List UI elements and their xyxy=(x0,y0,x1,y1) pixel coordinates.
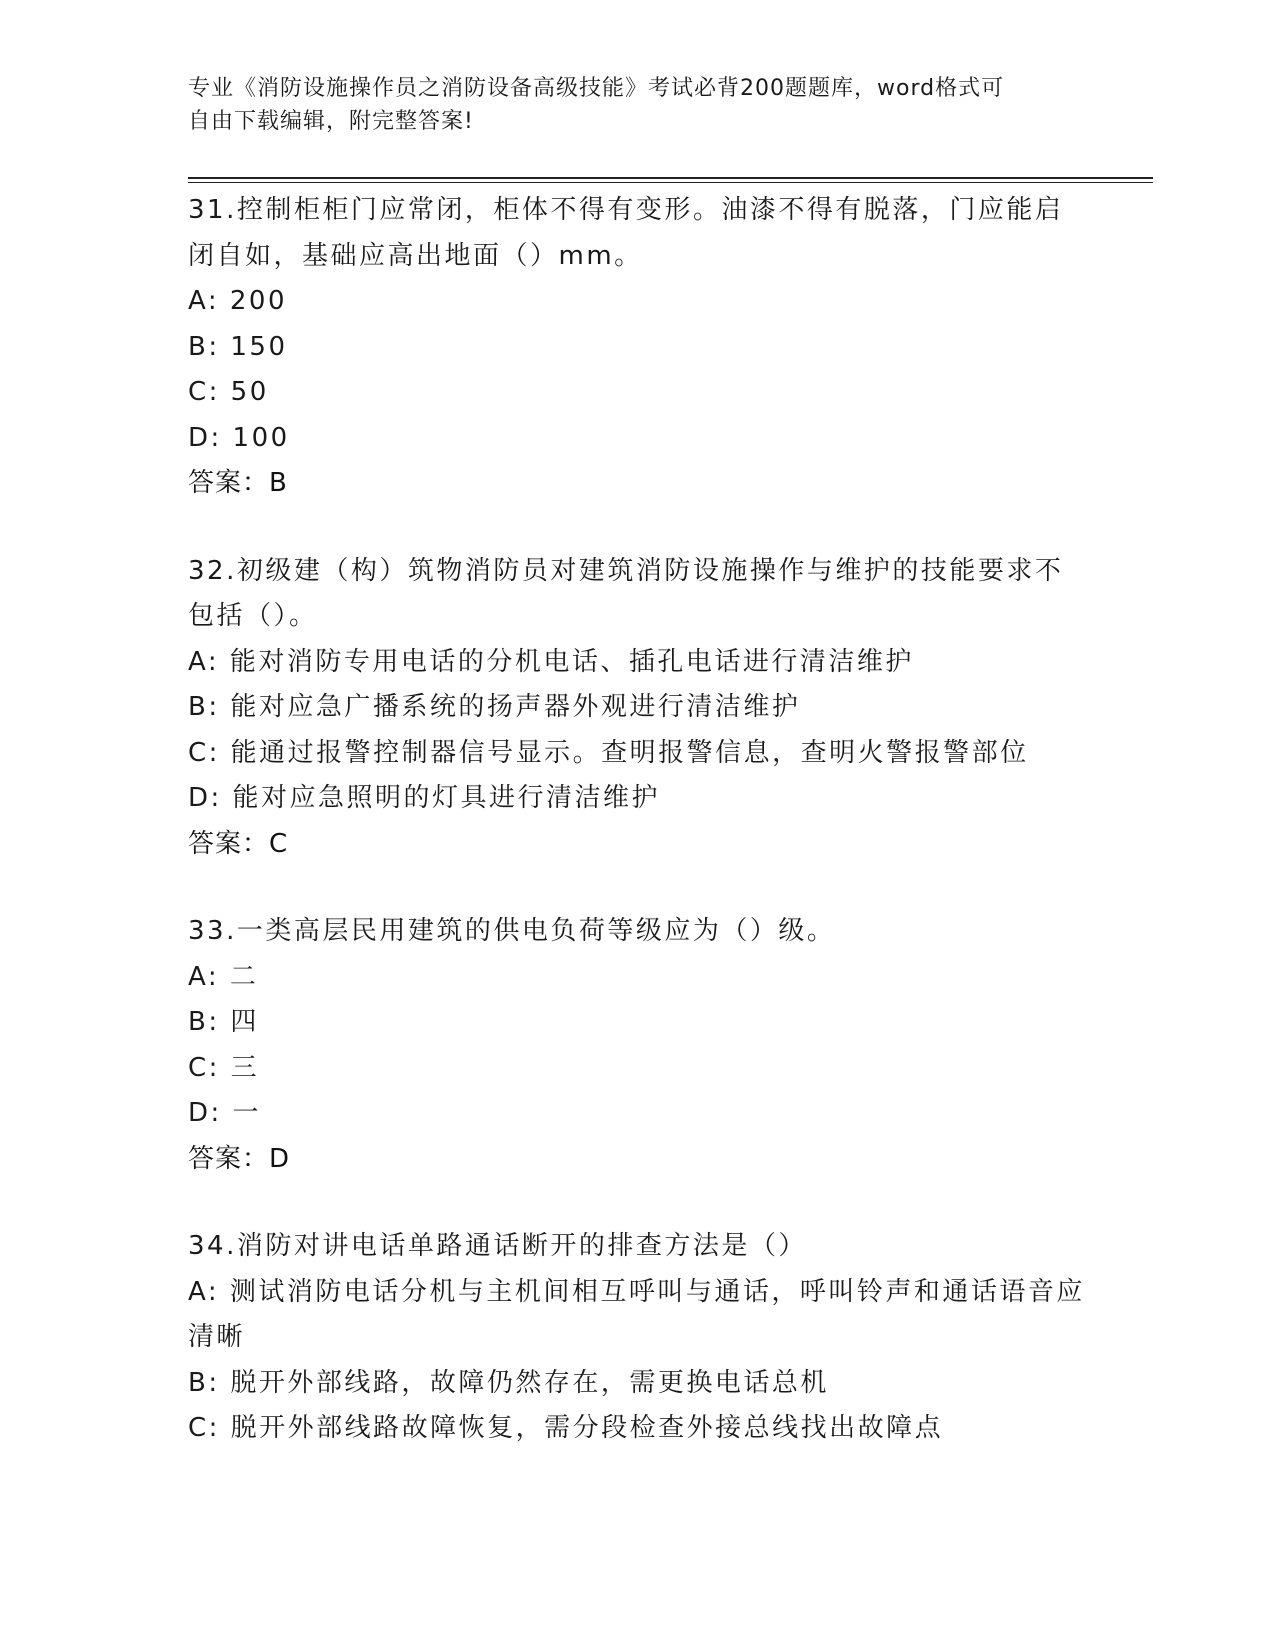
answer: 答案：C xyxy=(188,828,289,859)
option-a: A: 200 xyxy=(188,286,287,316)
question-list xyxy=(188,188,1088,1494)
question-31 xyxy=(188,188,1088,507)
header-divider-thick xyxy=(188,177,1153,179)
option-a: A: 二 xyxy=(188,961,259,992)
option-b: B: 脱开外部线路，故障仍然存在，需更换电话总机 xyxy=(188,1367,829,1398)
option-c: C: 50 xyxy=(188,377,269,407)
question-stem: 33.一类高层民用建筑的供电负荷等级应为（）级。 xyxy=(188,916,836,946)
option-a: A: 能对消防专用电话的分机电话、插孔电话进行清洁维护 xyxy=(188,646,914,677)
answer: 答案：B xyxy=(188,468,288,498)
header-divider-thin xyxy=(188,182,1153,183)
option-c: C: 能通过报警控制器信号显示。查明报警信息，查明火警报警部位 xyxy=(188,737,1029,768)
option-d: D: 一 xyxy=(188,1098,262,1128)
option-a: A: 测试消防电话分机与主机间相互呼叫与通话，呼叫铃声和通话语音应清晰 xyxy=(188,1276,1085,1352)
page-header xyxy=(188,72,1088,138)
header-line-2: 自由下载编辑，附完整答案! xyxy=(188,109,474,134)
option-b: B: 能对应急广播系统的扬声器外观进行清洁维护 xyxy=(188,692,801,722)
question-33 xyxy=(188,909,1088,1182)
header-line-1: 专业《消防设施操作员之消防设备高级技能》考试必背200题题库，word格式可 xyxy=(188,76,1005,101)
question-stem: 31.控制柜柜门应常闭，柜体不得有变形。油漆不得有脱落，门应能启闭自如，基础应高出地面（）mm。 xyxy=(188,195,1064,271)
option-c: C: 三 xyxy=(188,1052,260,1083)
question-32 xyxy=(188,549,1088,868)
option-c: C: 脱开外部线路故障恢复，需分段检查外接总线找出故障点 xyxy=(188,1413,944,1443)
question-34 xyxy=(188,1224,1088,1452)
option-d: D: 100 xyxy=(188,422,290,453)
option-b: B: 150 xyxy=(188,331,288,362)
question-stem: 34.消防对讲电话单路通话断开的排查方法是（） xyxy=(188,1231,807,1261)
option-d: D: 能对应急照明的灯具进行清洁维护 xyxy=(188,783,661,813)
option-b: B: 四 xyxy=(188,1007,259,1037)
question-stem: 32.初级建（构）筑物消防员对建筑消防设施操作与维护的技能要求不包括（）。 xyxy=(188,555,1064,631)
answer: 答案：D xyxy=(188,1143,291,1174)
